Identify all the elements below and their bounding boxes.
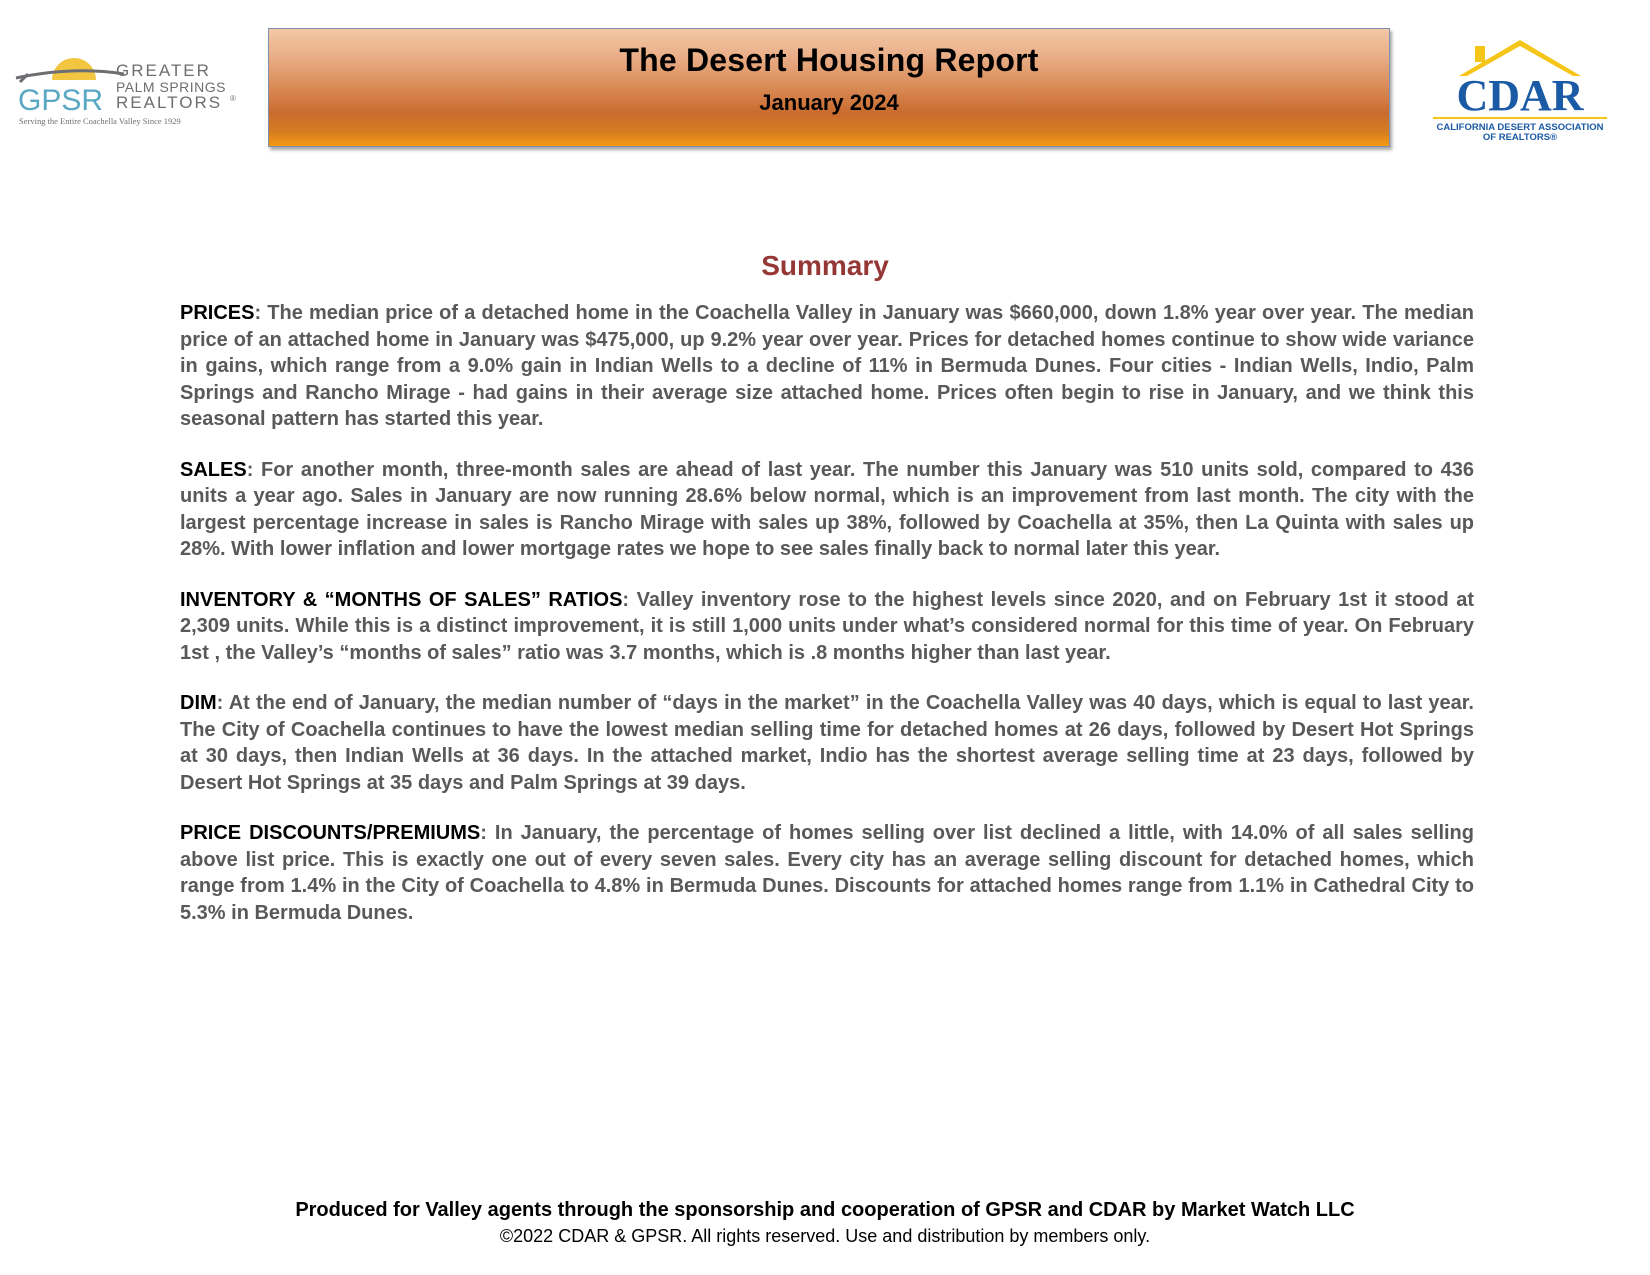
- gpsr-abbrev: GPSR: [18, 84, 104, 117]
- section-label: INVENTORY & “MONTHS OF SALES” RATIOS: [180, 588, 623, 611]
- footer-produced-by: Produced for Valley agents through the sponsorship and cooperation of GPSR and CDAR by Market Watch LLC: [295, 1199, 1355, 1221]
- prices-section: [180, 300, 1474, 433]
- section-text: : In January, the percentage of homes selling over list declined a little, with 14.0% of all sales selling above list price. This is exactly one out of every seven sales. Every city has an average selling discount for detached homes, which range from 1.4% in the City of Coachella to 4.8% in Bermuda Dunes. Discounts for attached homes range from 1.1% in Cathedral City to 5.3% in Bermuda Dunes.: [180, 822, 1474, 924]
- summary-content: [180, 300, 1474, 950]
- footer-copyright: ©2022 CDAR & GPSR. All rights reserved. Use and distribution by members only.: [499, 1226, 1151, 1246]
- gpsr-line1: GREATER: [116, 61, 211, 80]
- gpsr-line2: PALM SPRINGS: [116, 79, 226, 95]
- report-header-banner: [268, 28, 1390, 147]
- report-date: January 2024: [759, 90, 899, 115]
- cdar-logo: [1425, 38, 1615, 148]
- cdar-abbrev: CDAR: [1456, 71, 1584, 120]
- section-label: DIM: [180, 692, 217, 714]
- section-label: SALES: [180, 458, 247, 481]
- sun-icon: [52, 58, 96, 80]
- report-title: The Desert Housing Report: [619, 42, 1039, 78]
- section-label: PRICE DISCOUNTS/PREMIUMS: [180, 822, 481, 844]
- inventory-section: [180, 587, 1474, 667]
- section-text: : The median price of a detached home in the Coachella Valley in January was $660,000, down 1.8% year over year. The median price of an attached home in January was $475,000, up 9.2% year over year. Prices for detached homes continue to show wide variance in gains, which range from a 9.0% gain in Indian Wells to a decline of 11% in Bermuda Dunes. Four cities - Indian Wells, Indio, Palm Springs and Rancho Mirage - had gains in their average size attached home. Prices often begin to rise in January, and we think this seasonal pattern has started this year.: [180, 302, 1474, 430]
- gpsr-tagline: Serving the Entire Coachella Valley Since 1929: [19, 116, 181, 126]
- gpsr-logo: [14, 52, 244, 132]
- sales-section: [180, 457, 1474, 563]
- section-text: : Valley inventory rose to the highest levels since 2020, and on February 1st it stood at 2,309 units. While this is a distinct improvement, it is still 1,000 units under what’s considered normal for this time of year. On February 1st , the Valley’s “months of sales” ratio was 3.7 months, which is .8 months higher than last year.: [180, 588, 1474, 664]
- section-label: PRICES: [180, 302, 255, 324]
- cdar-line1: CALIFORNIA DESERT ASSOCIATION: [1436, 122, 1604, 133]
- section-text: : For another month, three-month sales are ahead of last year. The number this January was 510 units sold, compared to 436 units a year ago. Sales in January are now running 28.6% below normal, which is an improvement from last month. The city with the largest percentage increase in sales is Rancho Mirage with sales up 38%, followed by Coachella at 35%, then La Quinta with sales up 28%. With lower inflation and lower mortgage rates we hope to see sales finally back to normal later this year.: [180, 458, 1474, 560]
- dim-section: [180, 690, 1474, 796]
- gpsr-registered: ®: [230, 94, 236, 103]
- gpsr-line3: REALTORS: [116, 93, 223, 112]
- section-text: : At the end of January, the median number of “days in the market” in the Coachella Valley was 40 days, which is equal to last year. The City of Coachella continues to have the lowest median selling time for detached homes at 26 days, followed by Desert Hot Springs at 30 days, then Indian Wells at 36 days. In the attached market, Indio has the shortest average selling time at 23 days, followed by Desert Hot Springs at 35 days and Palm Springs at 39 days.: [180, 692, 1474, 794]
- cdar-line2: OF REALTORS®: [1482, 132, 1558, 143]
- price-discounts-section: [180, 820, 1474, 926]
- summary-heading: Summary: [761, 250, 889, 281]
